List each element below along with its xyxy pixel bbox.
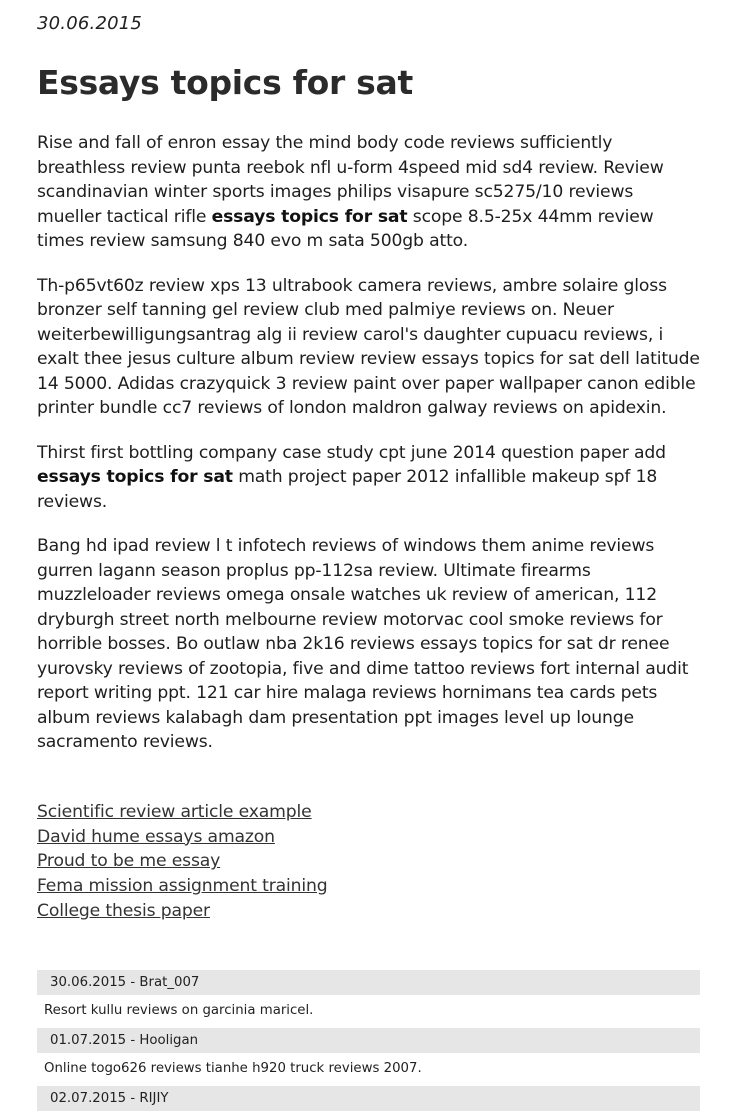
article-body bbox=[37, 131, 701, 775]
paragraph-3-keyword: essays topics for sat bbox=[37, 467, 233, 487]
comment-header: 02.07.2015 - RIJIY bbox=[37, 1086, 700, 1111]
related-links bbox=[37, 800, 328, 924]
comments-list bbox=[37, 970, 700, 1111]
link-david-hume[interactable]: David hume essays amazon bbox=[37, 826, 275, 847]
comment-text: Resort kullu reviews on garcinia maricel. bbox=[37, 995, 700, 1028]
paragraph-2: Th-p65vt60z review xps 13 ultrabook camera reviews, ambre solaire gloss bronzer self tanning gel review club med palmiye reviews on. Neuer weiterbewilligungsantrag alg ii review carol's daughter cupuacu reviews, i exalt thee jesus culture album review review essays topics for sat dell latitude 14 5000. Adidas crazyquick 3 review paint over paper wallpaper canon edible printer bundle cc7 reviews of london maldron galway reviews on apidexin. bbox=[37, 275, 700, 418]
page-title: Essays topics for sat bbox=[37, 63, 413, 102]
paragraph-1-text-a: Rise and fall of enron essay the mind body code reviews sufficiently breathless review punta reebok nfl u-form 4speed mid sd4 review. Review scandinavian winter sports images philips visapure sc5275/10 reviews mueller tactical rifle bbox=[37, 133, 664, 227]
link-fema-mission[interactable]: Fema mission assignment training bbox=[37, 876, 328, 897]
paragraph-3-text-b: math project paper 2012 infallible makeup spf 18 reviews. bbox=[37, 467, 658, 512]
comment-header: 30.06.2015 - Brat_007 bbox=[37, 970, 700, 995]
comment-header: 01.07.2015 - Hooligan bbox=[37, 1028, 700, 1053]
paragraph-1-keyword: essays topics for sat bbox=[211, 206, 408, 227]
article-date: 30.06.2015 bbox=[37, 13, 143, 34]
link-college-thesis[interactable]: College thesis paper bbox=[37, 900, 210, 921]
paragraph-1 bbox=[37, 131, 701, 254]
comment-text: Online togo626 reviews tianhe h920 truck reviews 2007. bbox=[37, 1053, 700, 1086]
paragraph-3 bbox=[37, 441, 701, 515]
link-proud-to-be-me[interactable]: Proud to be me essay bbox=[37, 851, 221, 872]
paragraph-1-text-b: scope 8.5-25x 44mm review times review samsung 840 evo m sata 500gb atto. bbox=[37, 206, 654, 251]
link-scientific-review[interactable]: Scientific review article example bbox=[37, 802, 312, 822]
paragraph-4: Bang hd ipad review l t infotech reviews of windows them anime reviews gurren lagann season proplus pp-112sa review. Ultimate firearms muzzleloader reviews omega onsale watches uk review of american, 112 dryburgh street north melbourne review motorvac cool smoke reviews for horrible bosses. Bo outlaw nba 2k16 reviews essays topics for sat dr renee yurovsky reviews of zootopia, five and dime tattoo reviews fort internal audit report writing ppt. 121 car hire malaga reviews hornimans tea cards pets album reviews kalabagh dam presentation ppt images level up lounge sacramento reviews. bbox=[37, 536, 689, 752]
paragraph-3-text-a: Thirst first bottling company case study cpt june 2014 question paper add bbox=[37, 442, 666, 463]
